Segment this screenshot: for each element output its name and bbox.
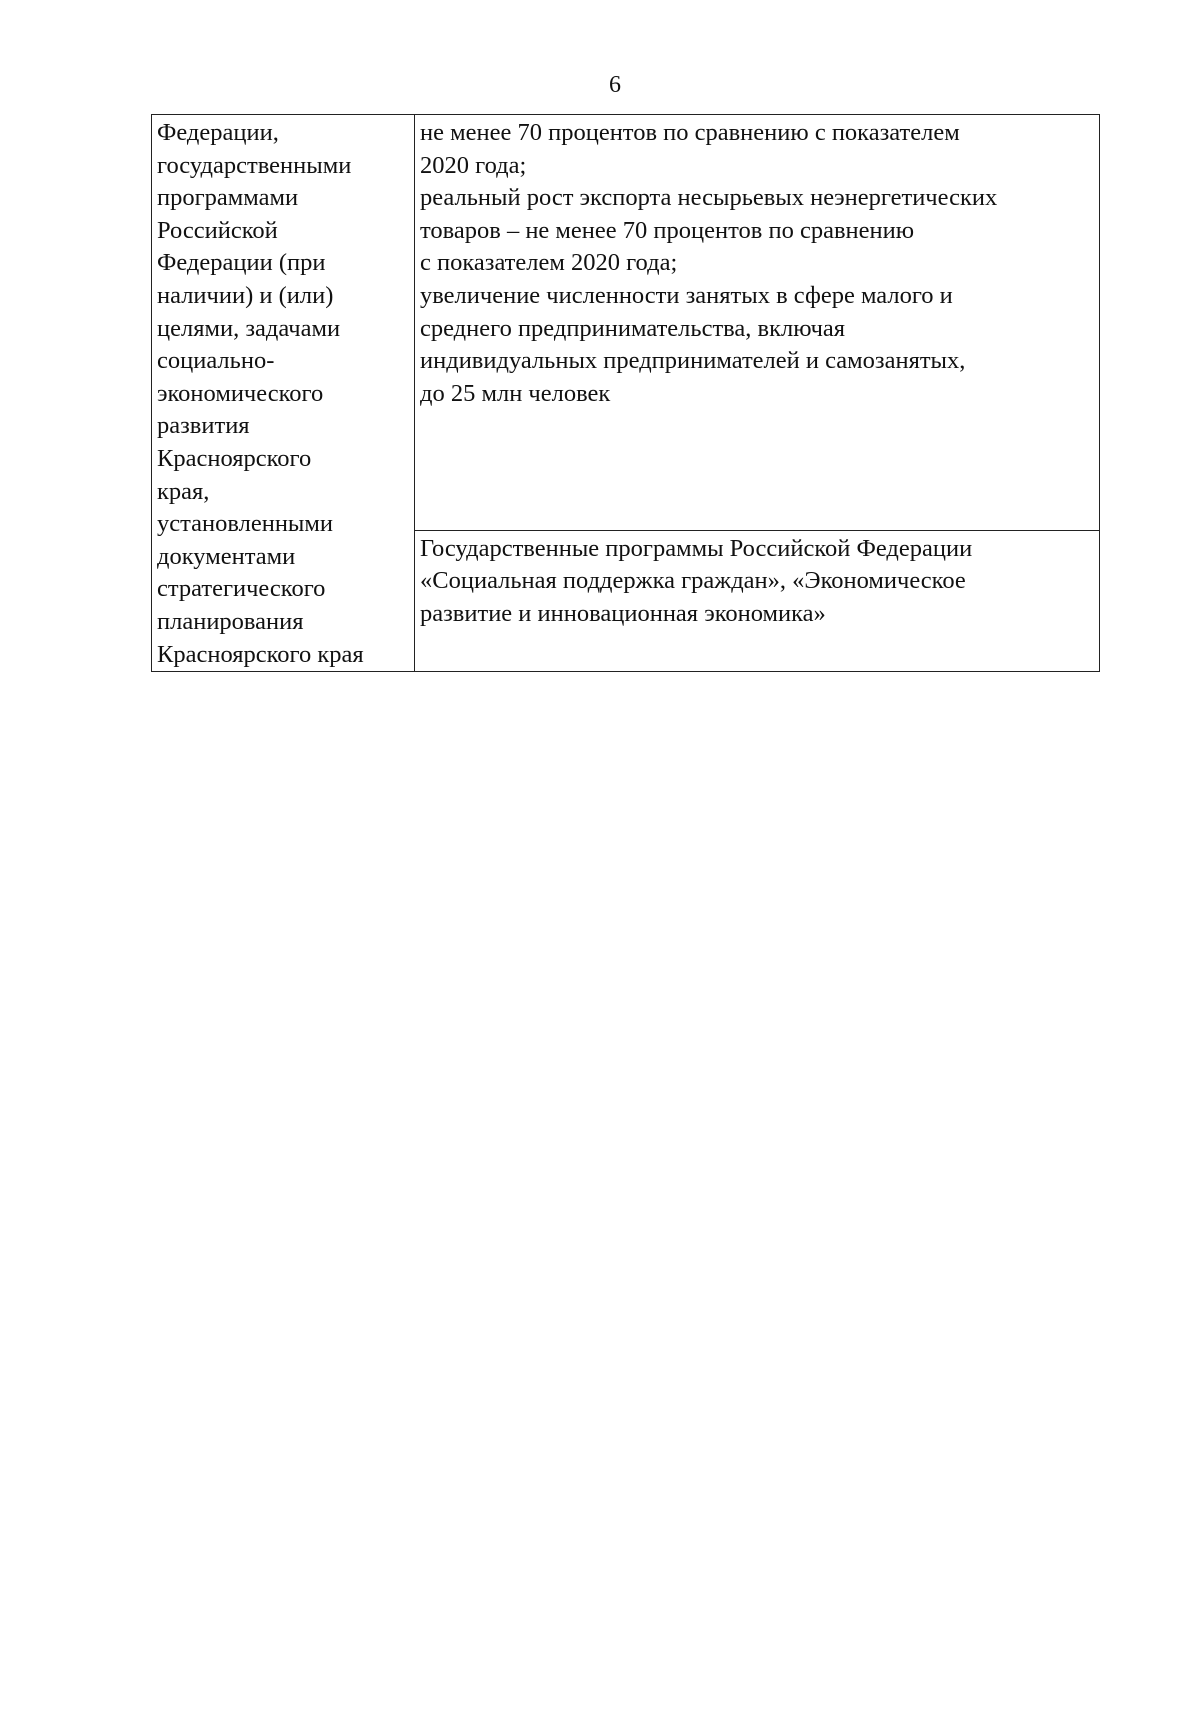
- right-bottom-line: Государственные программы Российской Федерации: [420, 534, 973, 562]
- left-line: Красноярского: [157, 444, 312, 472]
- left-line: края,: [157, 477, 210, 505]
- right-bottom-line: «Социальная поддержка граждан», «Экономическое: [420, 567, 966, 595]
- left-cell: [152, 115, 415, 672]
- right-top-line: увеличение численности занятых в сфере малого и: [420, 281, 953, 309]
- document-table: [151, 114, 1100, 672]
- left-line: Красноярского края: [157, 640, 364, 668]
- left-line: планирования: [157, 607, 304, 635]
- right-bottom-cell: [415, 530, 1100, 671]
- right-top-line: 2020 года;: [420, 151, 527, 179]
- page-number: 6: [609, 72, 621, 98]
- left-line: установленными: [157, 510, 334, 538]
- left-line: Российской: [157, 216, 278, 244]
- left-line: документами: [157, 542, 296, 570]
- right-top-line: реальный рост экспорта несырьевых неэнергетических: [420, 184, 998, 212]
- left-line: наличии) и (или): [157, 281, 334, 309]
- left-line: Федерации (при: [157, 249, 326, 277]
- left-line: государственными: [157, 151, 352, 179]
- right-top-line: с показателем 2020 года;: [420, 249, 678, 277]
- left-line: социально-: [157, 347, 275, 375]
- table-row: [152, 115, 1100, 531]
- right-bottom-line: развитие и инновационная экономика»: [420, 599, 826, 627]
- left-line: Федерации,: [157, 119, 279, 146]
- left-line: целями, задачами: [157, 314, 341, 342]
- left-line: стратегического: [157, 575, 326, 603]
- right-top-cell: [415, 115, 1100, 531]
- right-top-line: индивидуальных предпринимателей и самозанятых,: [420, 347, 966, 375]
- left-line: развития: [157, 412, 250, 440]
- left-line: экономического: [157, 379, 324, 407]
- right-top-line: среднего предпринимательства, включая: [420, 314, 846, 342]
- right-top-line: товаров – не менее 70 процентов по сравнению: [420, 216, 915, 244]
- right-top-line: не менее 70 процентов по сравнению с показателем: [420, 119, 960, 146]
- right-top-line: до 25 млн человек: [420, 379, 611, 407]
- left-line: программами: [157, 184, 299, 212]
